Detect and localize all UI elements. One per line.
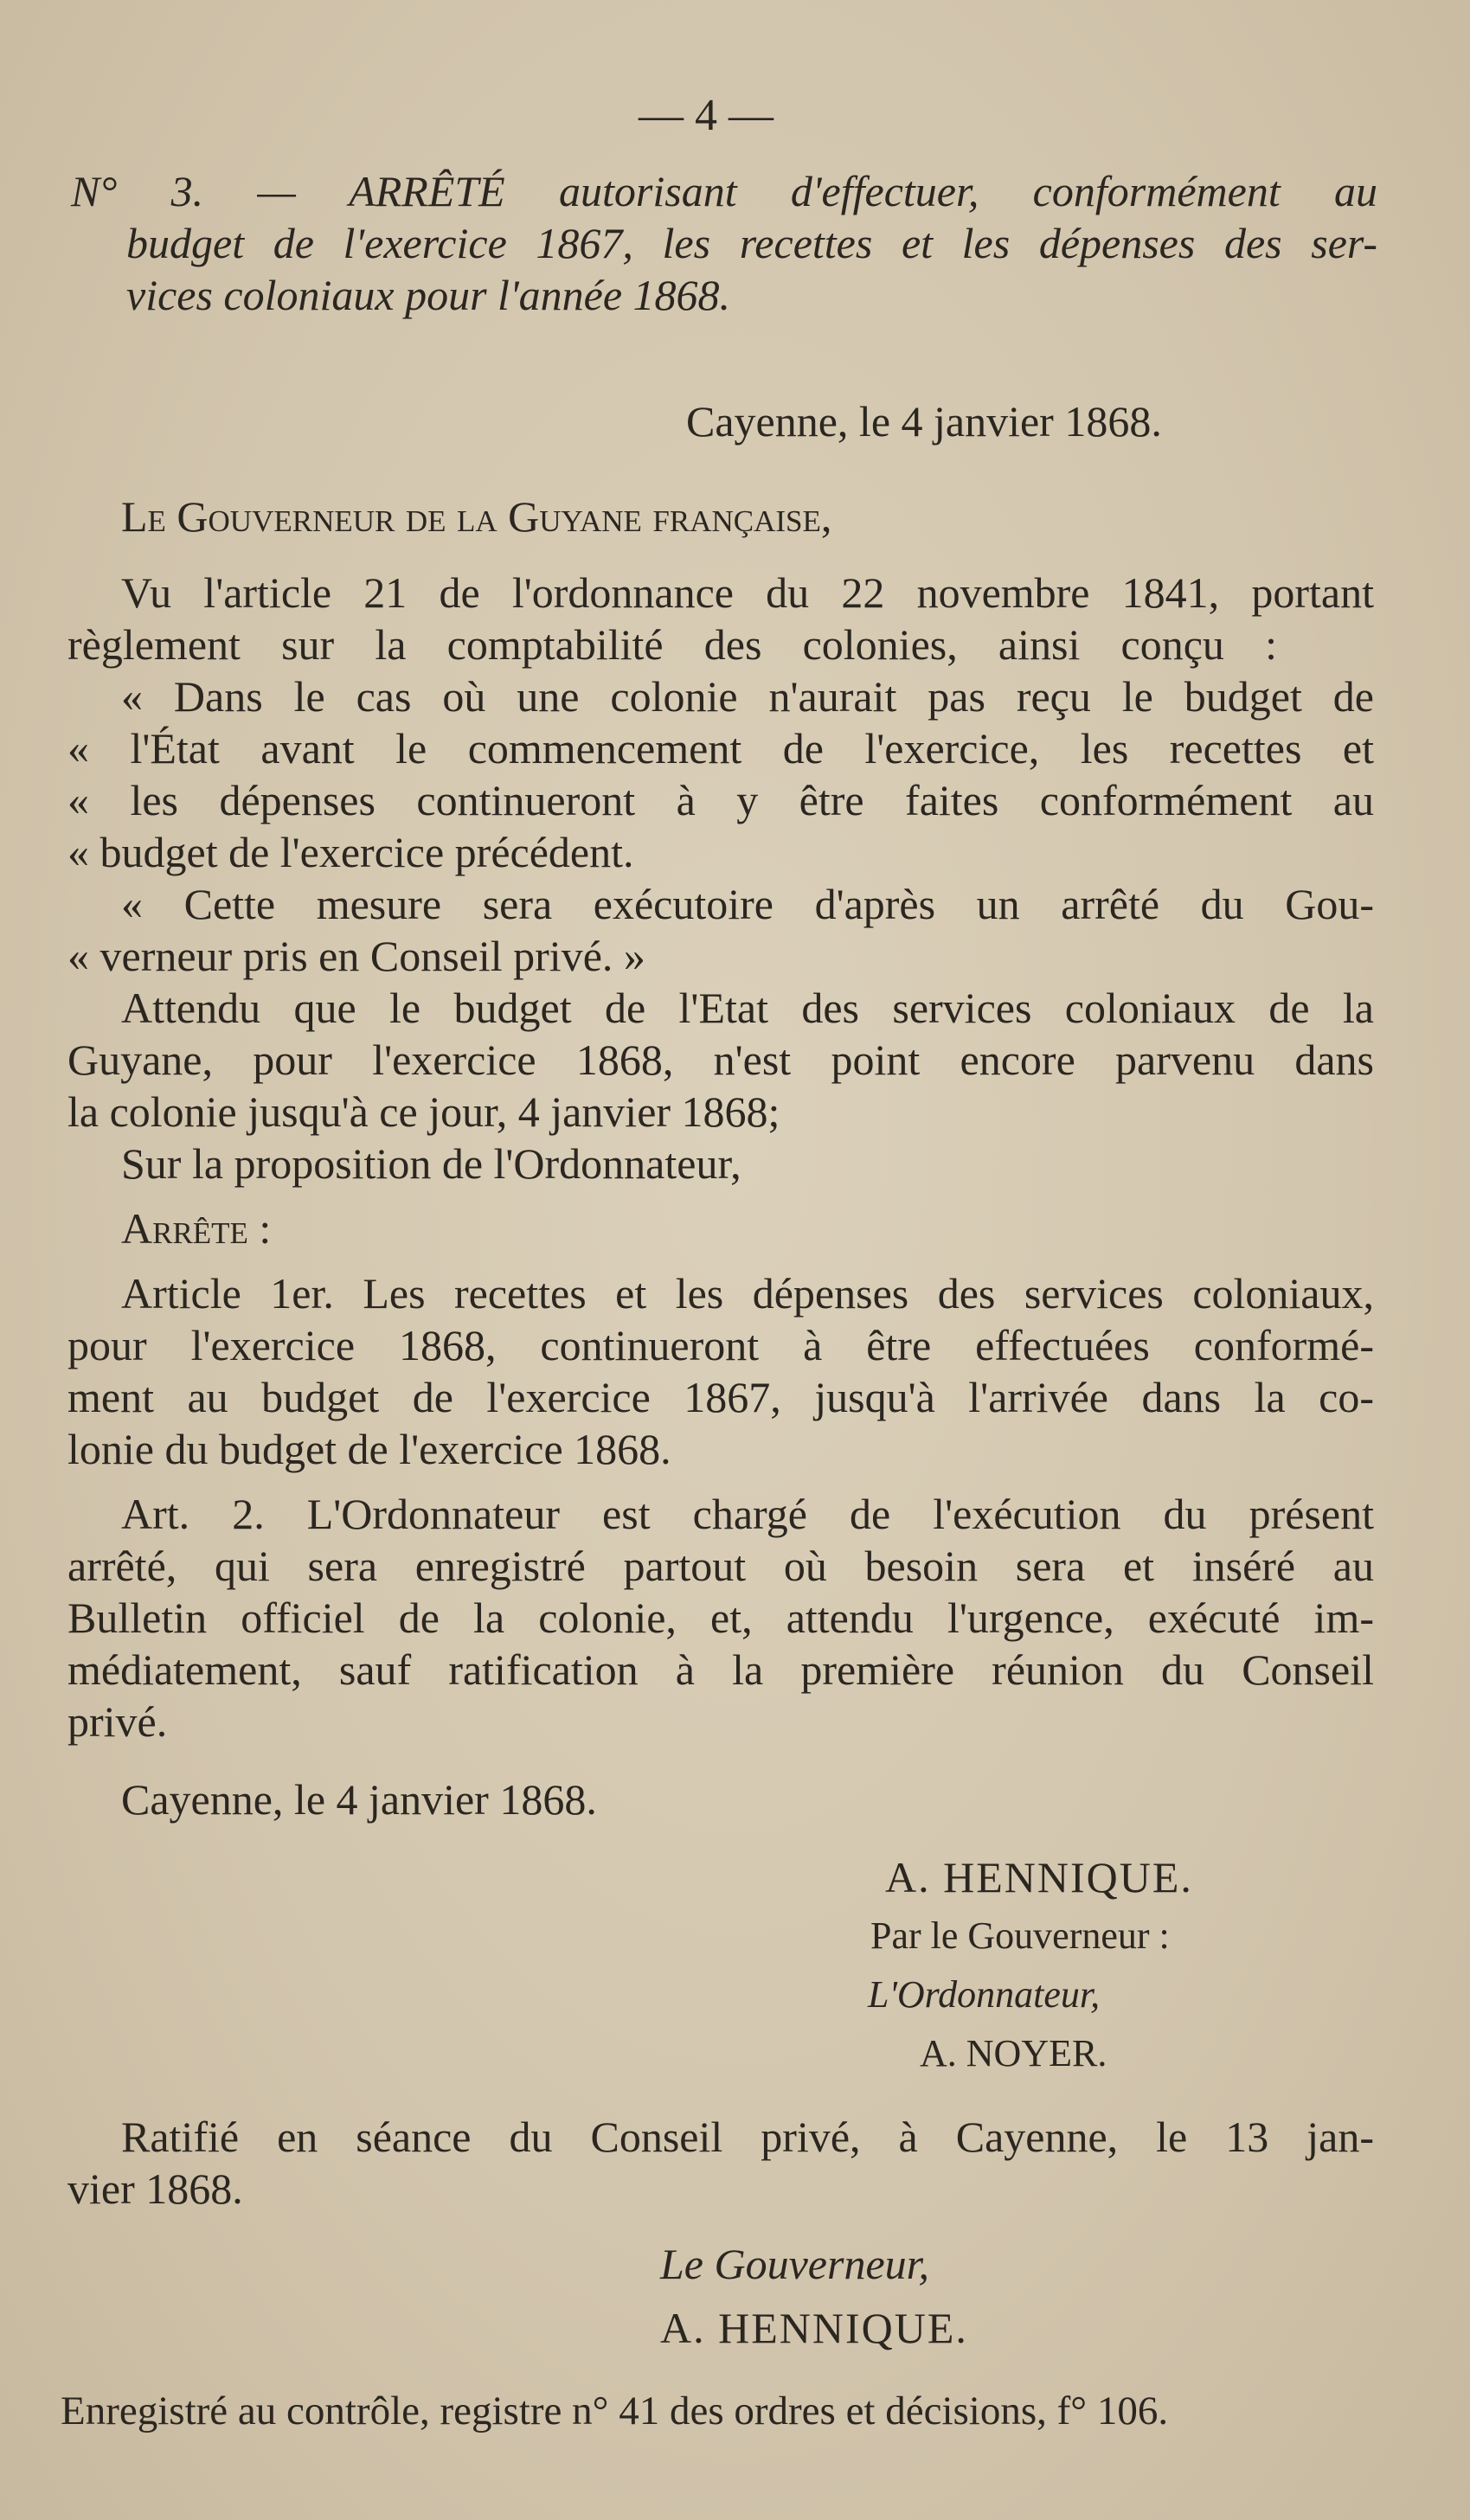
body-line-5: « les dépenses continueront à y être faites conformément au [67,776,1374,824]
body-line-2: règlement sur la comptabilité des colonies, ainsi conçu : [67,620,1277,669]
body-line-21: médiatement, sauf ratification à la première réunion du Conseil [67,1645,1374,1694]
signature-name-2: A. NOYER. [920,2032,1107,2074]
body-line-7: « Cette mesure sera exécutoire d'après un arrêté du Gou- [121,880,1374,928]
decree-title-line-2: budget de l'exercice 1867, les recettes et les dépenses des ser- [126,219,1377,267]
decree-title-line-3: vices coloniaux pour l'année 1868. [126,271,731,319]
body-line-23: Cayenne, le 4 janvier 1868. [121,1775,597,1824]
body-line-22: privé. [67,1697,168,1746]
body-line-11: la colonie jusqu'à ce jour, 4 janvier 1868; [67,1087,780,1136]
signature-role: L'Ordonnateur, [868,1973,1101,2016]
body-line-16: ment au budget de l'exercice 1867, jusqu'à l'arrivée dans la co- [67,1373,1374,1421]
governor-intro: Le Gouverneur de la Guyane française, [121,492,832,541]
body-line-15: pour l'exercice 1868, continueront à être effectuées conformé- [67,1321,1374,1369]
body-line-4: « l'État avant le commencement de l'exercice, les recettes et [67,724,1374,773]
body-line-6: « budget de l'exercice précédent. [67,828,634,876]
body-line-17: lonie du budget de l'exercice 1868. [67,1425,671,1473]
place-date: Cayenne, le 4 janvier 1868. [686,397,1162,446]
page-number: — 4 — [639,91,774,140]
decree-heading: Arrête : [121,1204,272,1253]
decree-title-line-1: N° 3. — ARRÊTÉ autorisant d'effectuer, conformément au [71,167,1377,215]
body-line-18: Art. 2. L'Ordonnateur est chargé de l'exécution du présent [121,1490,1374,1538]
body-line-20: Bulletin officiel de la colonie, et, attendu l'urgence, exécuté im- [67,1593,1374,1642]
body-line-3: « Dans le cas où une colonie n'aurait pas reçu le budget de [121,672,1374,721]
body-line-9: Attendu que le budget de l'Etat des services coloniaux de la [121,984,1374,1032]
final-signature-name: A. HENNIQUE. [660,2304,968,2352]
ratification-line-1: Ratifié en séance du Conseil privé, à Cayenne, le 13 jan- [121,2113,1374,2161]
body-line-8: « verneur pris en Conseil privé. » [67,932,645,980]
signature-name: A. HENNIQUE. [885,1853,1193,1901]
ratification-line-2: vier 1868. [67,2164,243,2213]
body-line-19: arrêté, qui sera enregistré partout où besoin sera et inséré au [67,1542,1374,1590]
registration-note: Enregistré au contrôle, registre n° 41 des ordres et décisions, f° 106. [61,2389,1169,2433]
body-line-12: Sur la proposition de l'Ordonnateur, [121,1139,741,1188]
final-signature-role: Le Gouverneur, [660,2240,930,2288]
body-line-10: Guyane, pour l'exercice 1868, n'est point encore parvenu dans [67,1036,1374,1084]
body-line-14: Article 1er. Les recettes et les dépenses des services coloniaux, [121,1269,1374,1318]
body-line-1: Vu l'article 21 de l'ordonnance du 22 novembre 1841, portant [121,568,1374,617]
signature-par: Par le Gouverneur : [870,1914,1170,1957]
